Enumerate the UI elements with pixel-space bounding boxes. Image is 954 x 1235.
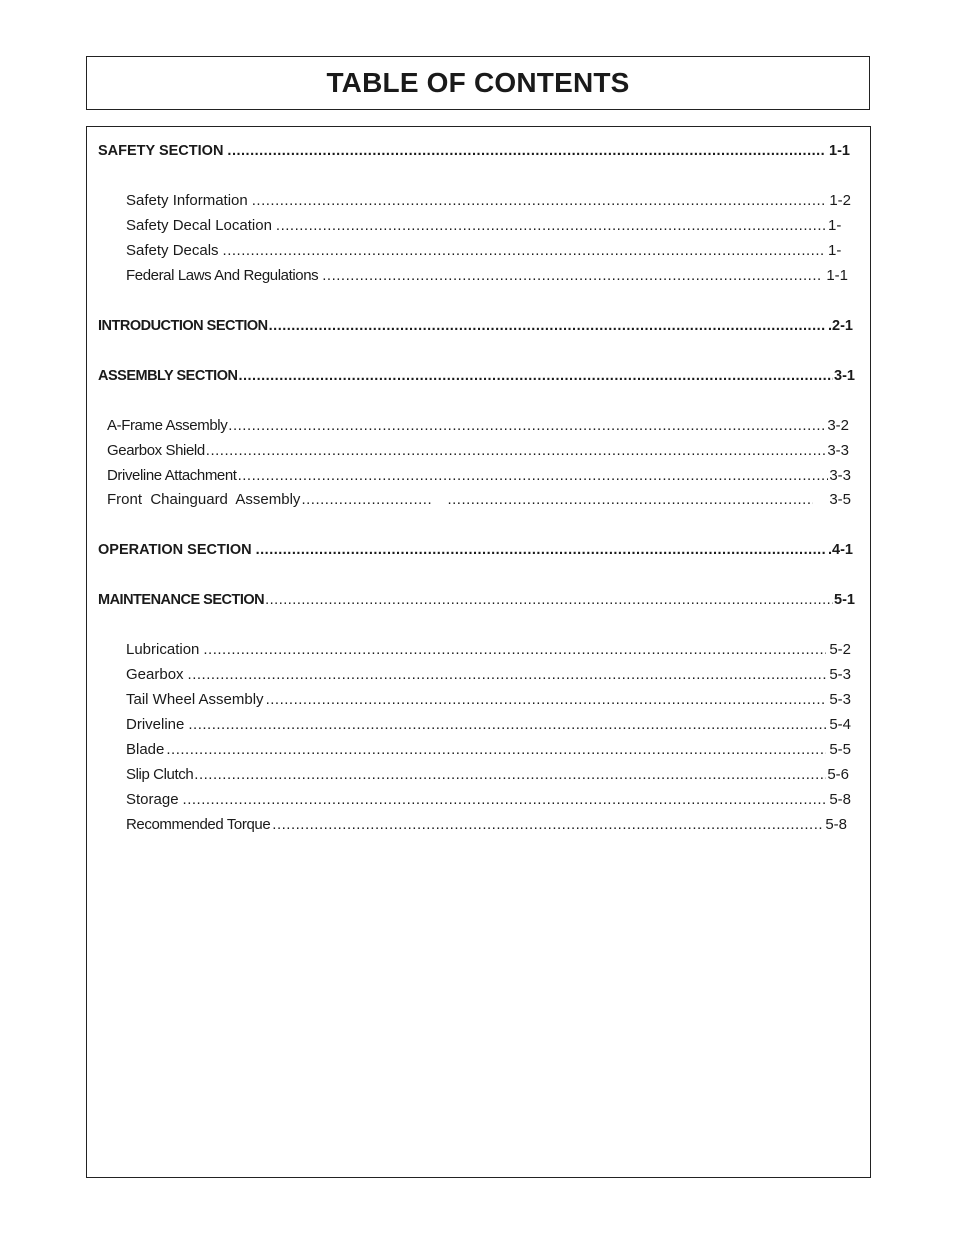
toc-entry-page: 5-3	[829, 691, 851, 708]
toc-entry-page: 3-5	[829, 491, 851, 508]
toc-entry-safety-information[interactable]	[126, 192, 851, 210]
toc-entry-storage[interactable]	[126, 791, 851, 809]
toc-entry-page: .4-1	[828, 542, 853, 558]
toc-entry-page: 1-1	[829, 143, 850, 159]
toc-entry-label: Storage	[126, 791, 179, 808]
toc-entry-page: 5-3	[829, 666, 851, 683]
dot-leader	[265, 591, 833, 609]
toc-entry-page: .2-1	[828, 318, 853, 334]
toc-entry-safety-section[interactable]	[98, 142, 850, 160]
toc-entry-label: Lubrication	[126, 641, 200, 658]
dot-leader	[194, 766, 826, 784]
toc-entry-page: 1-	[828, 217, 842, 234]
toc-entry-page: 5-8	[829, 791, 851, 808]
toc-entry-a-frame-assembly[interactable]	[107, 417, 849, 435]
toc-entry-tail-wheel-assembly[interactable]	[126, 691, 851, 709]
table-of-contents	[86, 126, 871, 1178]
toc-entry-safety-decals[interactable]	[126, 242, 851, 260]
toc-entry-page: 5-4	[829, 716, 851, 733]
dot-leader	[238, 467, 829, 485]
toc-entry-label: Driveline	[126, 716, 185, 733]
toc-entry-page: 1-1	[826, 267, 848, 284]
dot-leader	[228, 417, 826, 435]
dot-leader	[447, 491, 813, 509]
toc-entry-slip-clutch[interactable]	[126, 766, 849, 784]
toc-entry-label: Tail Wheel Assembly	[126, 691, 264, 708]
toc-entry-label: Recommended Torque	[126, 816, 271, 833]
toc-entry-page: 3-1	[834, 368, 855, 384]
toc-entry-label: SAFETY SECTION	[98, 143, 224, 159]
toc-entry-page: 5-5	[829, 741, 851, 758]
toc-entry-recommended-torque[interactable]	[126, 816, 847, 834]
dot-leader	[256, 541, 825, 559]
toc-entry-introduction-section[interactable]	[98, 317, 853, 335]
toc-entry-label: Front Chainguard Assembly	[107, 491, 301, 508]
dot-leader	[223, 242, 825, 260]
toc-entry-gearbox-shield[interactable]	[107, 442, 849, 460]
toc-entry-label: Gearbox	[126, 666, 184, 683]
toc-entry-label: Safety Decal Location	[126, 217, 272, 234]
dot-leader	[276, 217, 825, 235]
toc-entry-assembly-section[interactable]	[98, 367, 855, 385]
dot-leader	[269, 317, 825, 335]
page-title: TABLE OF CONTENTS	[326, 67, 630, 98]
dot-leader	[166, 741, 826, 759]
toc-entry-label: Gearbox Shield	[107, 442, 205, 459]
toc-entry-label: A-Frame Assembly	[107, 417, 228, 434]
toc-entry-page: 3-3	[829, 467, 851, 484]
dot-leader	[252, 192, 827, 210]
toc-entry-label: Driveline Attachment	[107, 467, 237, 484]
dot-leader	[203, 641, 826, 659]
dot-leader	[322, 267, 823, 285]
toc-entry-label: Safety Decals	[126, 242, 219, 259]
dot-leader	[272, 816, 824, 834]
dot-leader	[188, 716, 826, 734]
toc-entry-safety-decal-location[interactable]	[126, 217, 851, 235]
toc-entry-label: OPERATION SECTION	[98, 542, 252, 558]
toc-entry-page: 5-1	[834, 592, 855, 608]
toc-entry-page: 5-2	[829, 641, 851, 658]
toc-entry-page: 1-	[828, 242, 842, 259]
dot-leader	[206, 442, 827, 460]
toc-entry-page: 5-8	[825, 816, 847, 833]
toc-entry-front-chainguard-assembly[interactable]	[107, 491, 851, 509]
dot-leader	[188, 666, 827, 684]
title-box	[86, 56, 870, 110]
toc-entry-driveline[interactable]	[126, 716, 851, 734]
toc-entry-label: ASSEMBLY SECTION	[98, 368, 238, 384]
toc-entry-page: 3-3	[827, 442, 849, 459]
toc-entry-label: Federal Laws And Regulations	[126, 267, 319, 284]
toc-entry-gearbox[interactable]	[126, 666, 851, 684]
toc-entry-label: Blade	[126, 741, 165, 758]
toc-entry-label: MAINTENANCE SECTION	[98, 592, 265, 608]
toc-entry-label: Slip Clutch	[126, 766, 194, 783]
dot-leader	[183, 791, 827, 809]
toc-entry-federal-laws[interactable]	[126, 267, 848, 285]
dot-leader	[301, 491, 433, 509]
toc-entry-label: INTRODUCTION SECTION	[98, 318, 268, 334]
toc-entry-page: 1-2	[829, 192, 851, 209]
toc-entry-driveline-attachment[interactable]	[107, 467, 851, 485]
toc-entry-page: 5-6	[827, 766, 849, 783]
toc-entry-blade[interactable]	[126, 741, 851, 759]
toc-entry-maintenance-section[interactable]	[98, 591, 855, 609]
dot-leader	[227, 142, 826, 160]
toc-entry-operation-section[interactable]	[98, 541, 853, 559]
dot-leader	[238, 367, 833, 385]
toc-entry-label: Safety Information	[126, 192, 248, 209]
toc-entry-page: 3-2	[827, 417, 849, 434]
toc-entry-lubrication[interactable]	[126, 641, 851, 659]
dot-leader	[266, 691, 827, 709]
